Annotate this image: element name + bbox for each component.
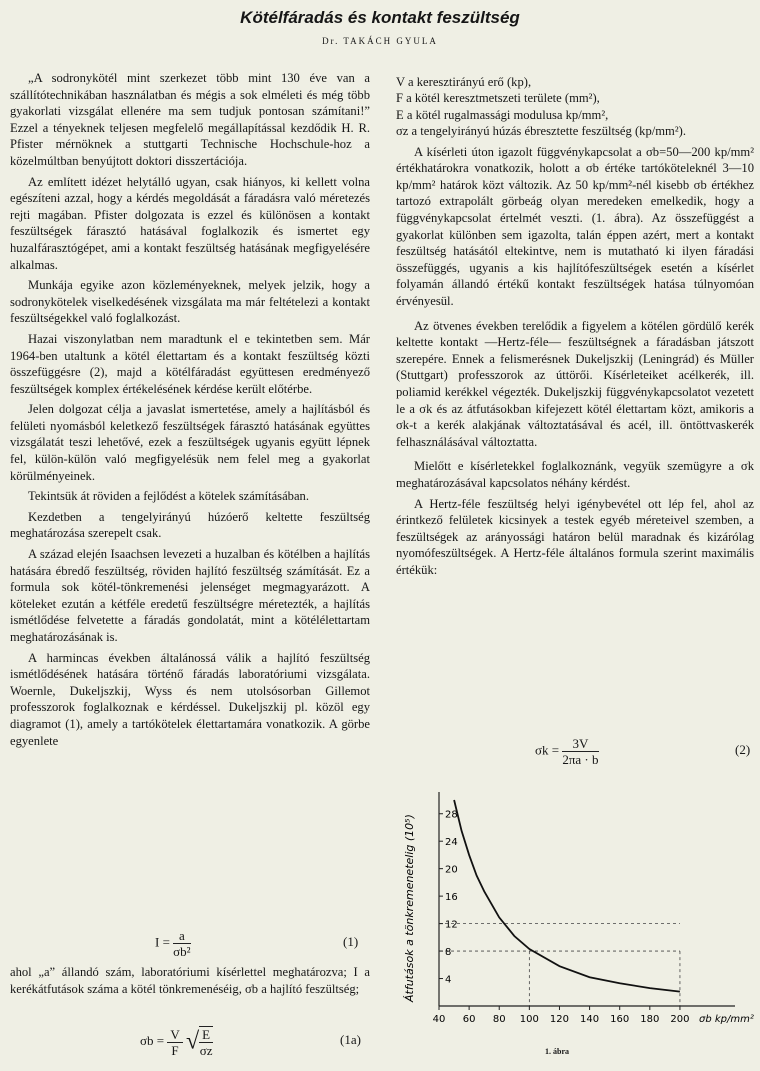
eq-numerator: 3V xyxy=(562,736,598,752)
paragraph: ahol „a” állandó szám, laboratóriumi kísérlettel meghatározva; I a kerékátfutások száma a kötél tönkremenéséig, σb a hajlító feszültség; xyxy=(10,965,370,996)
eq-numerator: a xyxy=(173,928,190,944)
y-tick-label: 12 xyxy=(445,919,458,931)
equation-1 xyxy=(155,928,370,959)
x-tick-label: 180 xyxy=(640,1014,660,1025)
paragraph: A század elején Isaachsen levezeti a huzalban és kötélben a hajlítás hatására ébredő feszültség, röviden hajlító feszültség számítását. Ez a formula sok kötél-tönkremenési jelenséget megmagyarázott. A köteleket ezután a kétféle eredetű feszültségre méretezték, a hajlítás ismétlődése felvetette a fáradás gondolatát, mint a kötélélettartam meghatározásának is. xyxy=(10,547,370,644)
paragraph: Az említett idézet helytálló ugyan, csak hiányos, ki kellett volna egészíteni azzal, hogy a kérdés megoldását a fáradásra való méretezés rejti magában. Pfister dolgozata is ezzel és különösen a kontakt feszültségek fárasztó hatásával foglalkozik és ismertet egy huzalfárasztógépet, ami a kontakt feszültség hatásának megfigyelésére alkalmas. xyxy=(10,174,370,272)
x-tick-label: 80 xyxy=(492,1014,506,1025)
eq-lhs: σb = xyxy=(140,1032,165,1048)
eq-denominator: F xyxy=(171,1042,179,1058)
right-column xyxy=(396,74,754,578)
paragraph: A Hertz-féle feszültség helyi igénybevétel ott lép fel, ahol az érintkező felületek kicsinyek a testek egyéb méreteivel szemben, a feszültségek az arányossági határon belül maradnak és kizárólag nyomófeszültségek. A Hertz-féle általános formula szerint maximális értékük: xyxy=(396,496,754,577)
equation-number: (1) xyxy=(343,934,359,949)
left-column xyxy=(10,70,370,749)
y-tick-label: 28 xyxy=(445,809,458,821)
x-tick-label: 60 xyxy=(462,1014,476,1025)
paragraph: Kezdetben a tengelyirányú húzóerő keltette feszültség meghatározása szerepelt csak. xyxy=(10,509,370,541)
x-tick-label: 120 xyxy=(549,1014,570,1025)
paragraph: Munkája egyike azon közleményeknek, melyek jelzik, hogy a sodronykötelek viselkedésének vizsgálata ma már feltételezi a kontakt feszültségekkel való foglalkozást. xyxy=(10,278,370,326)
y-tick-label: 8 xyxy=(445,947,452,959)
eq-numerator: V xyxy=(167,1027,182,1043)
x-tick-label: 40 xyxy=(432,1014,446,1025)
eq-denominator: σb² xyxy=(173,944,191,959)
paragraph: Hazai viszonylatban nem maradtunk el e tekintetben sem. Már 1964-ben utaltunk a kötél élettartam és a kontakt feszültség közti összefüggésre (2), majd a kötélfáradást együttesen eredményező feszültségek komplex értékelésének kérdése került előtérbe. xyxy=(10,331,370,396)
paragraph: A harmincas években általánossá válik a hajlító feszültség ismétlődésének hatására történő fáradás laboratóriumi vizsgálata. Woernle, Dukeljszkij, Wyss és nem utolsósorban Gillemot professzorok foglalkoznak e kérdéssel. Dukeljszkij pl. közöl egy diagramot (1), amely a tartókötelek élettartamára vonatkozik. A görbe egyenlete xyxy=(10,650,370,748)
figure-caption: 1. ábra xyxy=(545,1047,569,1056)
definition-item: F a kötél keresztmetszeti területe (mm²), xyxy=(396,91,600,106)
x-axis-label: σb kp/mm² xyxy=(699,1014,754,1025)
author-line: Dr. TAKÁCH GYULA xyxy=(322,36,438,46)
equation-2 xyxy=(535,736,757,767)
definition-item: V a keresztirányú erő (kp), xyxy=(396,75,532,89)
paragraph: A kísérleti úton igazolt függvénykapcsolat a σb=50—200 kp/mm² értékhatárokra vonatkozik, holott a σb értéke tartóköteleknél 3—10 kp/mm² határok közt változik. Az 50 kp/mm²-nél kisebb σb értékhez tartozó extrapolált görbeág olyan meredeken emelkedik, hogy a függvénykapcsolat értelmét veszti. (1. ábra). Az összefüggést a gyakorlat különben sem igazolta, talán éppen azért, mert a kontakt feszültség hatásától eltekintve, nem is mutatható ki ilyen fáradási összefüggés, ugyanis a kis hajlítófeszültségek esetén a kísérlet folyamán állandó értékű kontakt feszültségek hatása túlnyomóan érvényesül. xyxy=(396,144,754,308)
eq-lhs: σk = xyxy=(535,742,560,758)
definition-item: E a kötél rugalmassági modulusa kp/mm², xyxy=(396,107,609,122)
y-tick-label: 16 xyxy=(445,892,458,904)
eq-root-denominator: σz xyxy=(199,1043,213,1058)
equation-number: (2) xyxy=(735,742,751,757)
equation-1a: σb = $\frac{V}{F}$ √ $\frac{E}{\sigma z}$ (1a) xyxy=(140,1026,361,1058)
x-tick-label: 160 xyxy=(610,1014,630,1025)
paragraph: Az ötvenes években terelődik a figyelem a kötélen gördülő kerék keltette kontakt —Hertz-féle— feszültségnek a fáradásban játszott szerepére. Ennek a felismerésnek Dukeljszkij (Leningrád) és Müller (Stuttgart) professzorok az úttörői. Kísérleteiket acélkerék, ill. poliamid kerékkel végezték. Dukeljszkij függvénykapcsolatot vezetett le a σk és az átfutásokban kifejezett kötél élettartam közt, amikoris a σk-t a kerék alakjának változtatásával és acél, ill. öntöttvaskerék felhasználásával változtatta. xyxy=(396,318,754,449)
fatigue-chart xyxy=(395,778,755,1040)
y-tick-label: 4 xyxy=(445,974,452,986)
eq-lhs: I = xyxy=(155,934,170,950)
x-tick-label: 200 xyxy=(670,1014,690,1025)
paragraph: Mielőtt e kísérletekkel foglalkoznánk, vegyük szemügyre a σk meghatározásával kapcsolatos néhány kérdést. xyxy=(396,459,754,490)
left-column-tail xyxy=(10,964,370,997)
y-axis-label: Átfutások a tönkremenetelig (10⁵) xyxy=(403,814,416,1002)
eq-denominator: 2πa · b xyxy=(562,752,599,767)
paragraph: „A sodronykötél mint szerkezet több mint 130 éve van a szállítótechnikában használatban és mégis a sok elméleti és még több gyakorlati vizsgálat ellenére ma sem tudjuk pontosan számítani!” Ezzel a tényeknek teljesen megfelelő megállapítással kezdődik H. R. Pfister mérnöknek a stuttgarti Technische Hochschule-hoz a közelmúltban benyújtott doktori disszertációja. xyxy=(10,71,370,168)
y-tick-label: 20 xyxy=(445,864,458,876)
x-tick-label: 100 xyxy=(519,1014,539,1025)
paragraph: Jelen dolgozat célja a javaslat ismertetése, amely a hajlításból és felületi nyomásból keletkező feszültségek fárasztó hatásának együttes vizsgálatát teszi lehetővé, ezek a feszültségek ugyanis együtt lépnek fel, külön-külön való megfigyelésük nem felel meg a gyakorlat körülményeinek. xyxy=(10,402,370,483)
equation-number: (1a) xyxy=(340,1032,361,1047)
paragraph: Tekintsük át röviden a fejlődést a kötelek számításában. xyxy=(28,489,309,504)
definition-list xyxy=(396,74,754,140)
definition-item: σz a tengelyirányú húzás ébresztette feszültség (kp/mm²). xyxy=(396,124,686,139)
eq-root-numerator: E xyxy=(199,1027,213,1043)
article-title: Kötélfáradás és kontakt feszültség xyxy=(240,8,520,27)
x-tick-label: 140 xyxy=(580,1014,600,1025)
fatigue-curve xyxy=(454,800,680,992)
y-tick-label: 24 xyxy=(445,837,458,849)
